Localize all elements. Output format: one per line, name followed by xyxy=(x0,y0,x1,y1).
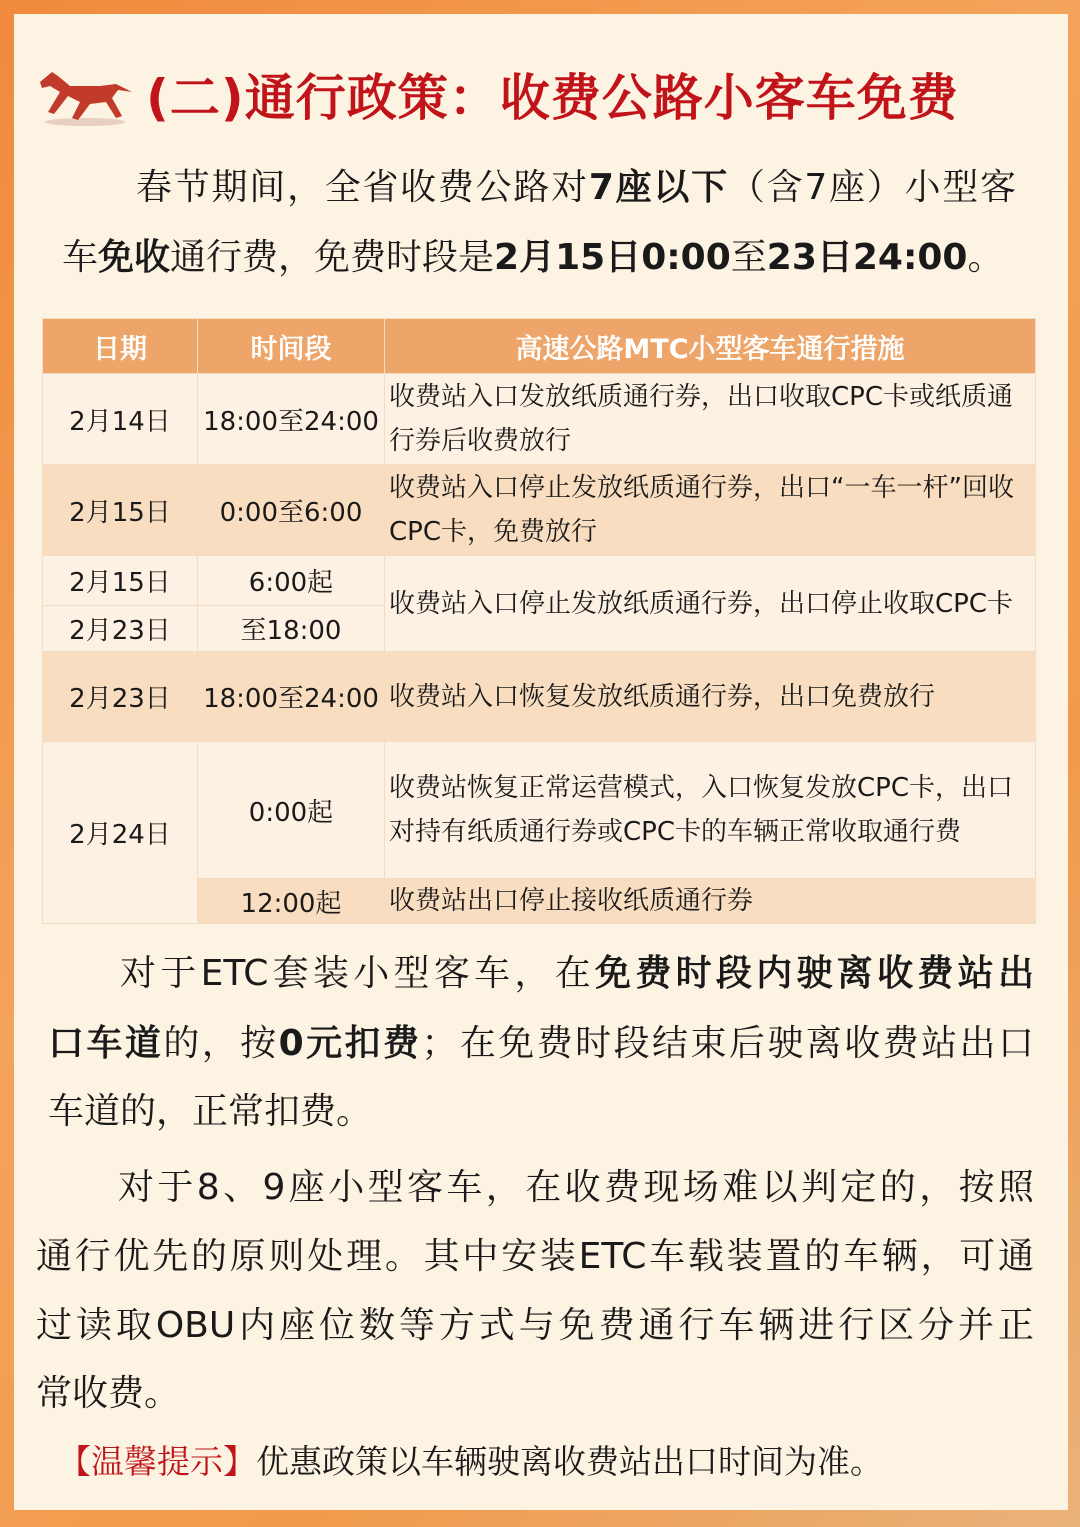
text-segment: 春节期间，全省收费公路对 xyxy=(136,167,589,208)
policy-table xyxy=(42,318,1036,924)
tip-label: 【温馨提示】 xyxy=(58,1442,256,1481)
text-line xyxy=(48,1022,1034,1066)
text-line xyxy=(36,1304,1034,1348)
cell-time: 18:00至24:00 xyxy=(198,652,385,742)
cell-date: 2月23日 xyxy=(43,652,198,742)
cell-measure: 收费站出口停止接收纸质通行券 xyxy=(385,879,1036,924)
text-segment: 至 xyxy=(730,237,767,278)
text-segment: 免收 xyxy=(98,237,171,278)
text-line xyxy=(48,1090,372,1134)
table-row xyxy=(43,465,1036,556)
cell-date: 2月23日 xyxy=(43,606,198,652)
text-segment: 23日24:00 xyxy=(766,237,968,278)
table-row xyxy=(43,374,1036,465)
text-line xyxy=(36,1235,1034,1279)
text-segment: ；在免费时段结束后驶离收费站出口 xyxy=(421,1023,1034,1064)
text-line xyxy=(120,952,1034,996)
text-segment: 7座以下 xyxy=(588,167,729,208)
table-row xyxy=(43,652,1036,742)
table-row xyxy=(43,742,1036,879)
text-segment: 常收费。 xyxy=(36,1373,181,1414)
table-header-row xyxy=(43,319,1036,374)
cell-time: 至18:00 xyxy=(198,606,385,652)
cell-time: 6:00起 xyxy=(198,556,385,606)
table-row xyxy=(43,556,1036,606)
text-segment: 过读取OBU内座位数等方式与免费通行车辆进行区分并正 xyxy=(36,1305,1034,1346)
text-line xyxy=(136,166,1016,210)
text-line xyxy=(118,1166,1034,1210)
tip-note xyxy=(58,1436,883,1483)
cell-date: 2月15日 xyxy=(43,556,198,606)
text-segment: 0元扣费 xyxy=(278,1023,422,1064)
cell-measure: 收费站恢复正常运营模式，入口恢复发放CPC卡，出口对持有纸质通行券或CPC卡的车辆正常收取通行费 xyxy=(385,742,1036,879)
cell-measure: 收费站入口恢复发放纸质通行券，出口免费放行 xyxy=(385,652,1036,742)
text-segment: （含7座）小型客 xyxy=(728,167,1016,208)
text-segment: 对于ETC套装小型客车，在 xyxy=(120,953,596,994)
header-date: 日期 xyxy=(43,319,198,374)
cell-measure: 收费站入口停止发放纸质通行券，出口“一车一杆”回收CPC卡，免费放行 xyxy=(385,465,1036,556)
text-segment: 。 xyxy=(967,237,1004,278)
tip-text: 优惠政策以车辆驶离收费站出口时间为准。 xyxy=(256,1442,883,1481)
cell-measure: 收费站入口停止发放纸质通行券，出口停止收取CPC卡 xyxy=(385,556,1036,652)
text-line xyxy=(62,236,1004,280)
text-segment: 车道的，正常扣费。 xyxy=(48,1091,373,1132)
page-title: (二)通行政策：收费公路小客车免费 xyxy=(146,69,959,127)
cell-time: 18:00至24:00 xyxy=(198,374,385,465)
horse-icon xyxy=(30,62,136,128)
text-segment: 免费时段内驶离收费站出 xyxy=(595,953,1034,994)
text-line xyxy=(36,1372,180,1416)
cell-date: 2月14日 xyxy=(43,374,198,465)
cell-date: 2月24日 xyxy=(43,742,198,924)
text-segment: 对于8、9座小型客车，在收费现场难以判定的，按照 xyxy=(118,1167,1034,1208)
cell-measure: 收费站入口发放纸质通行券，出口收取CPC卡或纸质通行券后收费放行 xyxy=(385,374,1036,465)
header-time: 时间段 xyxy=(198,319,385,374)
text-segment: 通行优先的原则处理。其中安装ETC车载装置的车辆，可通 xyxy=(36,1236,1034,1277)
text-segment: 通行费，免费时段是 xyxy=(170,237,495,278)
text-segment: 车 xyxy=(62,237,99,278)
cell-time: 0:00至6:00 xyxy=(198,465,385,556)
text-segment: 口车道 xyxy=(48,1023,164,1064)
cell-time: 0:00起 xyxy=(198,742,385,879)
header-measure: 高速公路MTC小型客车通行措施 xyxy=(385,319,1036,374)
text-segment: 的，按 xyxy=(163,1023,279,1064)
cell-time: 12:00起 xyxy=(198,879,385,924)
cell-date: 2月15日 xyxy=(43,465,198,556)
text-segment: 2月15日0:00 xyxy=(494,237,731,278)
